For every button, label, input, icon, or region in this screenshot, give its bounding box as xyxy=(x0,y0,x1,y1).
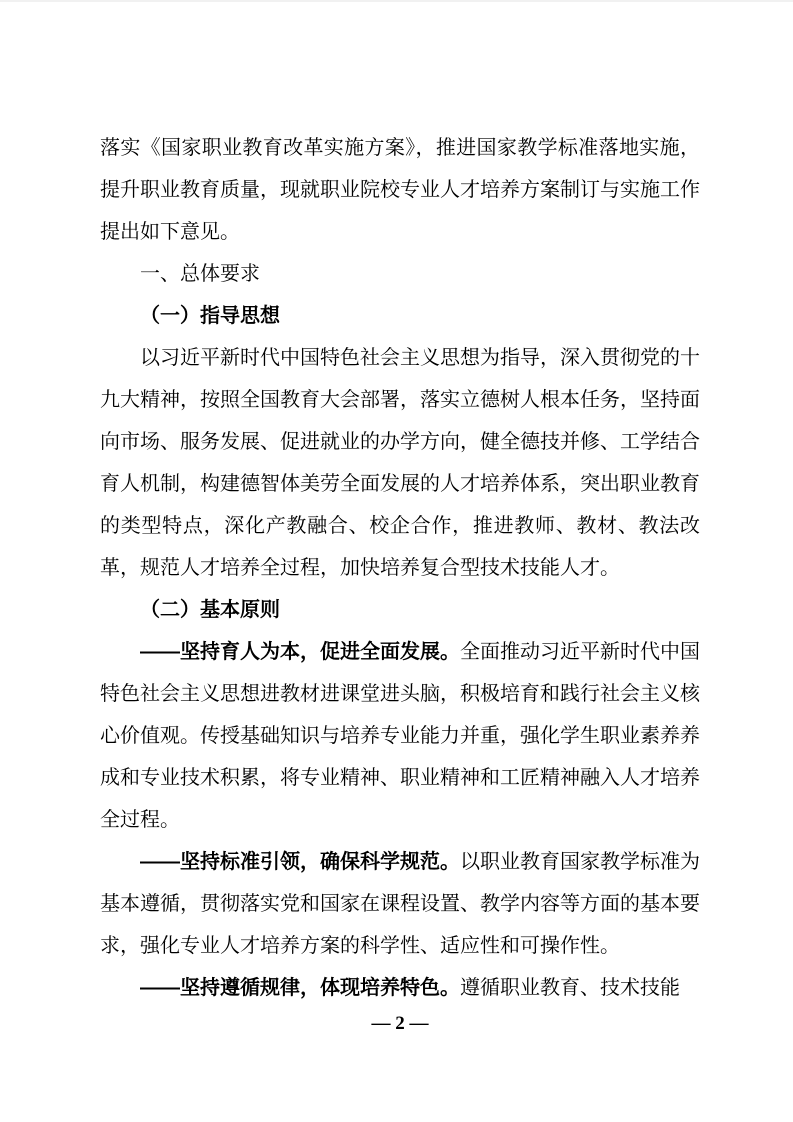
principle-lead: ——坚持遵循规律，体现培养特色。 xyxy=(140,977,460,999)
principle-text: 遵循职业教育、技术技能 xyxy=(460,977,680,999)
subsection-heading: （一）指导思想 xyxy=(140,305,280,327)
principle-text: 以职业教育国家教学标准为基本遵循，贯彻落实党和国家在课程设置、教学内容等方面的基本要求，强化专业人才培养方案的科学性、适应性和可操作性。 xyxy=(100,851,700,957)
principle-paragraph xyxy=(100,841,700,967)
principle-paragraph xyxy=(100,967,700,1009)
page-footer xyxy=(100,1010,700,1038)
page-number: — 2 — xyxy=(371,1013,429,1034)
principle-paragraph xyxy=(100,631,700,841)
principle-lead: ——坚持标准引领，确保科学规范。 xyxy=(140,851,460,873)
principle-text: 全面推动习近平新时代中国特色社会主义思想进教材进课堂进头脑，积极培育和践行社会主义核心价值观。传授基础知识与培养专业能力并重，强化学生职业素养养成和专业技术积累，将专业精神、职业精神和工匠精神融入人才培养全过程。 xyxy=(100,641,700,831)
document-body xyxy=(100,127,700,1009)
body-paragraph: 以习近平新时代中国特色社会主义思想为指导，深入贯彻党的十九大精神，按照全国教育大会部署，落实立德树人根本任务，坚持面向市场、服务发展、促进就业的办学方向，健全德技并修、工学结合育人机制，构建德智体美劳全面发展的人才培养体系，突出职业教育的类型特点，深化产教融合、校企合作，推进教师、教材、教法改革，规范人才培养全过程，加快培养复合型技术技能人才。 xyxy=(100,347,700,579)
principle-lead: ——坚持育人为本，促进全面发展。 xyxy=(140,641,460,663)
body-paragraph: 落实《国家职业教育改革实施方案》，推进国家教学标准落地实施，提升职业教育质量，现就职业院校专业人才培养方案制订与实施工作提出如下意见。 xyxy=(100,137,700,243)
subsection-heading: （二）基本原则 xyxy=(140,599,280,621)
section-heading: 一、总体要求 xyxy=(140,263,260,285)
